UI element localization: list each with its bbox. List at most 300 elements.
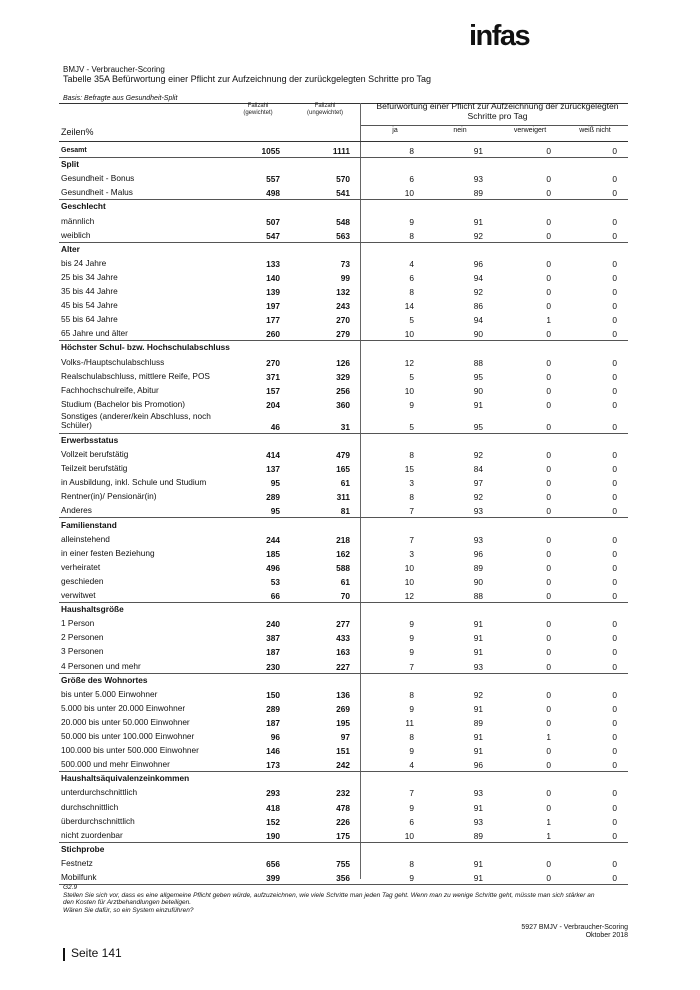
table-row bbox=[59, 503, 628, 518]
cell-nein: 91 bbox=[473, 619, 483, 630]
cell-w: 187 bbox=[266, 717, 280, 728]
cell-nein: 86 bbox=[473, 301, 483, 312]
project-name: BMJV - Verbraucher-Scoring bbox=[63, 65, 165, 74]
table-row bbox=[59, 411, 628, 434]
cell-nein: 90 bbox=[473, 576, 483, 587]
cell-u: 478 bbox=[336, 802, 350, 813]
cell-w: 496 bbox=[266, 562, 280, 573]
cell-verw: 0 bbox=[546, 301, 551, 312]
row-label: Gesundheit - Malus bbox=[61, 187, 133, 198]
footnote-code: G2.9 bbox=[63, 884, 78, 891]
cell-ja: 8 bbox=[409, 230, 414, 241]
cell-nein: 90 bbox=[473, 385, 483, 396]
cell-ja: 7 bbox=[409, 534, 414, 545]
cell-nein: 92 bbox=[473, 287, 483, 297]
cell-ja: 8 bbox=[409, 689, 414, 700]
cell-w: 146 bbox=[266, 746, 280, 757]
cell-u: 1111 bbox=[332, 146, 350, 156]
cell-ja: 3 bbox=[409, 478, 414, 489]
cell-verw: 1 bbox=[546, 830, 551, 841]
cell-wn: 0 bbox=[612, 830, 617, 841]
col-header-unweighted: Fallzahl (ungewichtet) bbox=[306, 103, 344, 116]
cell-wn: 0 bbox=[612, 689, 617, 700]
row-label: 55 bis 64 Jahre bbox=[61, 314, 118, 325]
cell-u: 126 bbox=[336, 357, 350, 368]
table-row bbox=[59, 270, 628, 284]
cell-w: 139 bbox=[266, 287, 280, 297]
row-label: 100.000 bis unter 500.000 Einwohner bbox=[61, 745, 199, 756]
row-label: 35 bis 44 Jahre bbox=[61, 286, 118, 296]
cell-ja: 5 bbox=[409, 421, 414, 432]
row-label: unterdurchschnittlich bbox=[61, 787, 138, 798]
cell-ja: 8 bbox=[409, 287, 414, 297]
row-header-label: Zeilen% bbox=[61, 127, 94, 137]
cell-wn: 0 bbox=[612, 492, 617, 503]
cell-ja: 8 bbox=[409, 858, 414, 869]
row-label: 25 bis 34 Jahre bbox=[61, 271, 118, 282]
cell-nein: 93 bbox=[473, 661, 483, 672]
cell-w: 197 bbox=[266, 301, 280, 312]
cell-w: 140 bbox=[266, 272, 280, 283]
cell-w: 187 bbox=[266, 647, 280, 658]
cell-w: 53 bbox=[270, 576, 280, 587]
cell-nein: 96 bbox=[473, 760, 483, 771]
cell-w: 137 bbox=[266, 464, 280, 475]
cell-u: 31 bbox=[340, 421, 350, 432]
page-marker bbox=[63, 948, 65, 961]
cell-u: 356 bbox=[336, 873, 350, 883]
cell-wn: 0 bbox=[612, 873, 617, 883]
cell-w: 66 bbox=[270, 591, 280, 601]
cell-w: 557 bbox=[266, 174, 280, 185]
row-label: Mobilfunk bbox=[61, 872, 97, 882]
cell-u: 570 bbox=[336, 174, 350, 185]
row-label: 5.000 bis unter 20.000 Einwohner bbox=[61, 702, 186, 713]
cell-u: 279 bbox=[336, 329, 350, 340]
section-header bbox=[59, 842, 628, 856]
cell-verw: 0 bbox=[546, 760, 551, 771]
cell-verw: 0 bbox=[546, 647, 551, 658]
row-label: Größe des Wohnortes bbox=[61, 674, 148, 685]
cell-wn: 0 bbox=[612, 464, 617, 475]
cell-nein: 89 bbox=[473, 188, 483, 199]
table-row bbox=[59, 687, 628, 701]
cell-verw: 0 bbox=[546, 506, 551, 517]
cell-w: 46 bbox=[270, 421, 280, 432]
section-header bbox=[59, 673, 628, 687]
cell-ja: 6 bbox=[409, 174, 414, 185]
cell-nein: 91 bbox=[473, 732, 483, 742]
table-row bbox=[59, 616, 628, 630]
footnote-question-cont: den Kosten für Arztbehandlungen beteiligen. bbox=[63, 899, 192, 907]
cell-wn: 0 bbox=[612, 816, 617, 827]
cell-wn: 0 bbox=[612, 421, 617, 432]
cell-wn: 0 bbox=[612, 216, 617, 227]
cell-w: 293 bbox=[266, 788, 280, 799]
table-row bbox=[59, 355, 628, 369]
cell-nein: 94 bbox=[473, 272, 483, 283]
cell-wn: 0 bbox=[612, 534, 617, 545]
section-header bbox=[59, 433, 628, 447]
cell-verw: 0 bbox=[546, 450, 551, 460]
cell-ja: 10 bbox=[404, 385, 414, 396]
cell-verw: 0 bbox=[546, 216, 551, 227]
col-header-weighted: Fallzahl (gewichtet) bbox=[243, 103, 273, 116]
row-label: Fachhochschulreife, Abitur bbox=[61, 384, 159, 395]
cell-wn: 0 bbox=[612, 230, 617, 241]
sub-header-ja: ja bbox=[392, 127, 398, 134]
cell-verw: 0 bbox=[546, 272, 551, 283]
group-header-divider bbox=[360, 125, 628, 126]
cell-u: 755 bbox=[336, 858, 350, 869]
row-label: 1 Person bbox=[61, 618, 95, 629]
cell-w: 177 bbox=[266, 315, 280, 326]
cell-u: 175 bbox=[336, 830, 350, 841]
row-label: in Ausbildung, inkl. Schule und Studium bbox=[61, 477, 207, 488]
cell-u: 242 bbox=[336, 760, 350, 771]
cell-wn: 0 bbox=[612, 703, 617, 714]
table-row bbox=[59, 659, 628, 674]
cell-verw: 0 bbox=[546, 492, 551, 503]
cell-w: 260 bbox=[266, 329, 280, 340]
cell-nein: 97 bbox=[473, 478, 483, 489]
cell-u: 541 bbox=[336, 188, 350, 199]
table-row bbox=[59, 298, 628, 312]
footnote-question-end: Wären Sie dafür, so ein System einzuführen? bbox=[63, 906, 194, 914]
cell-wn: 0 bbox=[612, 562, 617, 573]
section-header bbox=[59, 771, 628, 785]
cell-ja: 8 bbox=[409, 732, 414, 742]
row-label: 3 Personen bbox=[61, 646, 104, 657]
cell-w: 96 bbox=[270, 732, 280, 742]
cell-u: 132 bbox=[336, 287, 350, 297]
cell-nein: 91 bbox=[473, 399, 483, 410]
cell-ja: 15 bbox=[404, 464, 414, 475]
row-label: Realschulabschluss, mittlere Reife, POS bbox=[61, 370, 210, 381]
cell-verw: 0 bbox=[546, 385, 551, 396]
cell-verw: 0 bbox=[546, 802, 551, 813]
cell-verw: 0 bbox=[546, 591, 551, 601]
row-label: Rentner(in)/ Pensionär(in) bbox=[61, 491, 157, 502]
cell-ja: 9 bbox=[409, 216, 414, 227]
cell-w: 240 bbox=[266, 619, 280, 630]
cell-ja: 10 bbox=[404, 830, 414, 841]
row-label: geschieden bbox=[61, 575, 104, 586]
cell-ja: 6 bbox=[409, 816, 414, 827]
cell-u: 195 bbox=[336, 717, 350, 728]
cell-nein: 91 bbox=[473, 703, 483, 714]
cell-ja: 10 bbox=[404, 329, 414, 340]
cell-nein: 92 bbox=[473, 689, 483, 700]
cell-nein: 91 bbox=[473, 633, 483, 644]
cell-wn: 0 bbox=[612, 399, 617, 410]
cell-ja: 10 bbox=[404, 188, 414, 199]
cell-wn: 0 bbox=[612, 633, 617, 644]
table-row bbox=[59, 743, 628, 757]
row-label: bis 24 Jahre bbox=[61, 257, 107, 268]
cell-u: 311 bbox=[336, 492, 350, 503]
cell-ja: 9 bbox=[409, 802, 414, 813]
table-row bbox=[59, 532, 628, 546]
cell-verw: 0 bbox=[546, 562, 551, 573]
cell-verw: 0 bbox=[546, 478, 551, 489]
cell-ja: 7 bbox=[409, 506, 414, 517]
cell-nein: 84 bbox=[473, 464, 483, 475]
cell-nein: 91 bbox=[473, 146, 483, 156]
row-label: Haushaltsgröße bbox=[61, 604, 124, 615]
row-label: Alter bbox=[61, 243, 80, 254]
cell-u: 232 bbox=[336, 788, 350, 799]
cell-nein: 88 bbox=[473, 357, 483, 368]
cell-w: 547 bbox=[266, 230, 280, 241]
cell-nein: 93 bbox=[473, 788, 483, 799]
cell-verw: 0 bbox=[546, 661, 551, 672]
row-label: bis unter 5.000 Einwohner bbox=[61, 688, 158, 699]
table-row bbox=[59, 489, 628, 503]
table-row bbox=[59, 461, 628, 475]
row-label: verwitwet bbox=[61, 590, 96, 600]
page-number: Seite 141 bbox=[71, 946, 122, 960]
cell-nein: 96 bbox=[473, 548, 483, 559]
cell-verw: 0 bbox=[546, 146, 551, 156]
table-row bbox=[59, 312, 628, 326]
cell-wn: 0 bbox=[612, 258, 617, 269]
cell-nein: 88 bbox=[473, 591, 483, 601]
cell-nein: 96 bbox=[473, 258, 483, 269]
cell-nein: 91 bbox=[473, 216, 483, 227]
cell-wn: 0 bbox=[612, 548, 617, 559]
cell-wn: 0 bbox=[612, 576, 617, 587]
cell-verw: 0 bbox=[546, 873, 551, 883]
cell-u: 479 bbox=[336, 450, 350, 460]
table-row bbox=[59, 185, 628, 200]
cell-nein: 95 bbox=[473, 371, 483, 382]
cell-wn: 0 bbox=[612, 661, 617, 672]
row-label: Geschlecht bbox=[61, 201, 106, 212]
cell-nein: 91 bbox=[473, 647, 483, 658]
cell-u: 136 bbox=[336, 689, 350, 700]
table-row bbox=[59, 397, 628, 411]
cell-wn: 0 bbox=[612, 315, 617, 326]
cell-wn: 0 bbox=[612, 272, 617, 283]
cell-ja: 9 bbox=[409, 633, 414, 644]
cell-u: 165 bbox=[336, 464, 350, 475]
row-label: Anderes bbox=[61, 505, 92, 516]
cell-w: 133 bbox=[266, 258, 280, 269]
cell-wn: 0 bbox=[612, 385, 617, 396]
table-row bbox=[59, 326, 628, 341]
cell-w: 95 bbox=[270, 478, 280, 489]
cell-ja: 9 bbox=[409, 399, 414, 410]
row-label: Familienstand bbox=[61, 519, 117, 530]
table-row bbox=[59, 814, 628, 828]
cell-wn: 0 bbox=[612, 591, 617, 601]
cell-ja: 3 bbox=[409, 548, 414, 559]
row-label: nicht zuordenbar bbox=[61, 829, 123, 840]
sub-header-verweigert: verweigert bbox=[513, 127, 547, 134]
cell-verw: 0 bbox=[546, 357, 551, 368]
infas-logo: infas bbox=[469, 20, 530, 52]
group-header: Befürwortung einer Pflicht zur Aufzeichnung der zurückgelegten Schritte pro Tag bbox=[376, 101, 619, 122]
cell-ja: 8 bbox=[409, 492, 414, 503]
cell-verw: 1 bbox=[546, 816, 551, 827]
cell-wn: 0 bbox=[612, 858, 617, 869]
row-label: Stichprobe bbox=[61, 843, 105, 854]
sub-header-nein: nein bbox=[453, 127, 467, 134]
cell-ja: 9 bbox=[409, 873, 414, 883]
cell-w: 173 bbox=[266, 760, 280, 771]
cell-wn: 0 bbox=[612, 802, 617, 813]
cell-verw: 0 bbox=[546, 421, 551, 432]
table-row bbox=[59, 475, 628, 489]
row-label: Studium (Bachelor bis Promotion) bbox=[61, 398, 186, 409]
cell-wn: 0 bbox=[612, 478, 617, 489]
section-header bbox=[59, 199, 628, 213]
cell-wn: 0 bbox=[612, 506, 617, 517]
cell-verw: 0 bbox=[546, 858, 551, 869]
cell-wn: 0 bbox=[612, 301, 617, 312]
cell-verw: 0 bbox=[546, 188, 551, 199]
cell-verw: 0 bbox=[546, 534, 551, 545]
cell-nein: 89 bbox=[473, 562, 483, 573]
cell-nein: 93 bbox=[473, 534, 483, 545]
cell-w: 204 bbox=[266, 399, 280, 410]
cell-ja: 5 bbox=[409, 315, 414, 326]
cell-verw: 0 bbox=[546, 633, 551, 644]
table-row bbox=[59, 447, 628, 461]
cell-u: 256 bbox=[336, 385, 350, 396]
cell-ja: 12 bbox=[404, 591, 414, 601]
cell-nein: 90 bbox=[473, 329, 483, 340]
cell-ja: 8 bbox=[409, 450, 414, 460]
table-title: Tabelle 35A Befürwortung einer Pflicht zur Aufzeichnung der zurückgelegten Schritte pro Tag bbox=[63, 74, 432, 84]
sub-header-weiss-nicht: weiß nicht bbox=[579, 127, 611, 134]
cell-verw: 0 bbox=[546, 174, 551, 185]
table-row bbox=[59, 644, 628, 658]
table-row bbox=[59, 171, 628, 185]
cell-w: 656 bbox=[266, 858, 280, 869]
row-label: 50.000 bis unter 100.000 Einwohner bbox=[61, 731, 195, 741]
row-label: alleinstehend bbox=[61, 533, 110, 544]
table-row bbox=[59, 214, 628, 228]
cell-u: 61 bbox=[340, 478, 350, 489]
cell-u: 227 bbox=[336, 661, 350, 672]
table-row bbox=[59, 630, 628, 644]
table-row bbox=[59, 369, 628, 383]
cell-nein: 91 bbox=[473, 873, 483, 883]
cell-wn: 0 bbox=[612, 357, 617, 368]
cell-w: 157 bbox=[266, 385, 280, 396]
table-row bbox=[59, 715, 628, 729]
row-label: 20.000 bis unter 50.000 Einwohner bbox=[61, 716, 190, 727]
section-header bbox=[59, 157, 628, 171]
row-label: verheiratet bbox=[61, 561, 101, 572]
cell-verw: 0 bbox=[546, 619, 551, 630]
cell-verw: 0 bbox=[546, 548, 551, 559]
cell-u: 70 bbox=[340, 591, 350, 601]
cell-wn: 0 bbox=[612, 717, 617, 728]
cell-verw: 0 bbox=[546, 746, 551, 757]
header-divider bbox=[59, 141, 628, 142]
table-row bbox=[59, 256, 628, 270]
row-label: Vollzeit berufstätig bbox=[61, 449, 129, 459]
cell-nein: 95 bbox=[473, 421, 483, 432]
row-label: Erwerbsstatus bbox=[61, 434, 119, 445]
cell-verw: 0 bbox=[546, 371, 551, 382]
cell-ja: 10 bbox=[404, 562, 414, 573]
cell-u: 433 bbox=[336, 633, 350, 644]
cell-wn: 0 bbox=[612, 188, 617, 199]
cell-verw: 0 bbox=[546, 464, 551, 475]
cell-u: 226 bbox=[336, 816, 350, 827]
cell-nein: 92 bbox=[473, 230, 483, 241]
table-row bbox=[59, 729, 628, 743]
row-label: Gesundheit - Bonus bbox=[61, 173, 135, 184]
table-row bbox=[59, 856, 628, 870]
cell-ja: 14 bbox=[404, 301, 414, 312]
cell-u: 151 bbox=[336, 746, 350, 757]
row-label: Gesamt bbox=[61, 147, 87, 154]
cell-nein: 93 bbox=[473, 506, 483, 517]
cell-w: 244 bbox=[266, 534, 280, 545]
table-row bbox=[59, 588, 628, 603]
row-label: Höchster Schul- bzw. Hochschulabschluss bbox=[61, 342, 230, 353]
footnote bbox=[63, 884, 628, 915]
cell-w: 190 bbox=[266, 830, 280, 841]
cell-wn: 0 bbox=[612, 619, 617, 630]
cell-wn: 0 bbox=[612, 760, 617, 771]
cell-w: 387 bbox=[266, 633, 280, 644]
cell-u: 360 bbox=[336, 399, 350, 410]
cell-u: 548 bbox=[336, 216, 350, 227]
cell-w: 1055 bbox=[261, 146, 280, 156]
cell-ja: 7 bbox=[409, 661, 414, 672]
cell-verw: 0 bbox=[546, 689, 551, 700]
row-label: überdurchschnittlich bbox=[61, 815, 135, 826]
table-row bbox=[59, 228, 628, 243]
cell-u: 563 bbox=[336, 230, 350, 241]
cell-verw: 1 bbox=[546, 315, 551, 326]
cell-nein: 92 bbox=[473, 492, 483, 503]
row-label: 500.000 und mehr Einwohner bbox=[61, 759, 170, 770]
cell-w: 185 bbox=[266, 548, 280, 559]
cell-ja: 4 bbox=[409, 760, 414, 771]
cell-u: 99 bbox=[340, 272, 350, 283]
cell-u: 329 bbox=[336, 371, 350, 382]
cell-wn: 0 bbox=[612, 146, 617, 156]
cell-w: 152 bbox=[266, 816, 280, 827]
cell-wn: 0 bbox=[612, 647, 617, 658]
cell-verw: 0 bbox=[546, 230, 551, 241]
cell-w: 371 bbox=[266, 371, 280, 382]
cell-verw: 0 bbox=[546, 329, 551, 340]
footer-info: 5927 BMJV - Verbraucher-Scoring Oktober 2018 bbox=[521, 924, 628, 940]
table-row bbox=[59, 701, 628, 715]
table-row bbox=[59, 828, 628, 843]
row-label: Split bbox=[61, 159, 79, 170]
cell-w: 289 bbox=[266, 703, 280, 714]
basis-note: Basis: Befragte aus Gesundheit-Split bbox=[63, 95, 178, 102]
cell-u: 61 bbox=[340, 576, 350, 587]
cell-w: 399 bbox=[266, 873, 280, 883]
table-row bbox=[59, 757, 628, 772]
cell-ja: 10 bbox=[404, 576, 414, 587]
row-label: Sonstiges (anderer/kein Abschluss, noch Schüler) bbox=[61, 410, 211, 431]
cell-w: 498 bbox=[266, 188, 280, 199]
row-label: 2 Personen bbox=[61, 632, 104, 643]
cell-ja: 9 bbox=[409, 647, 414, 658]
cell-nein: 89 bbox=[473, 717, 483, 728]
